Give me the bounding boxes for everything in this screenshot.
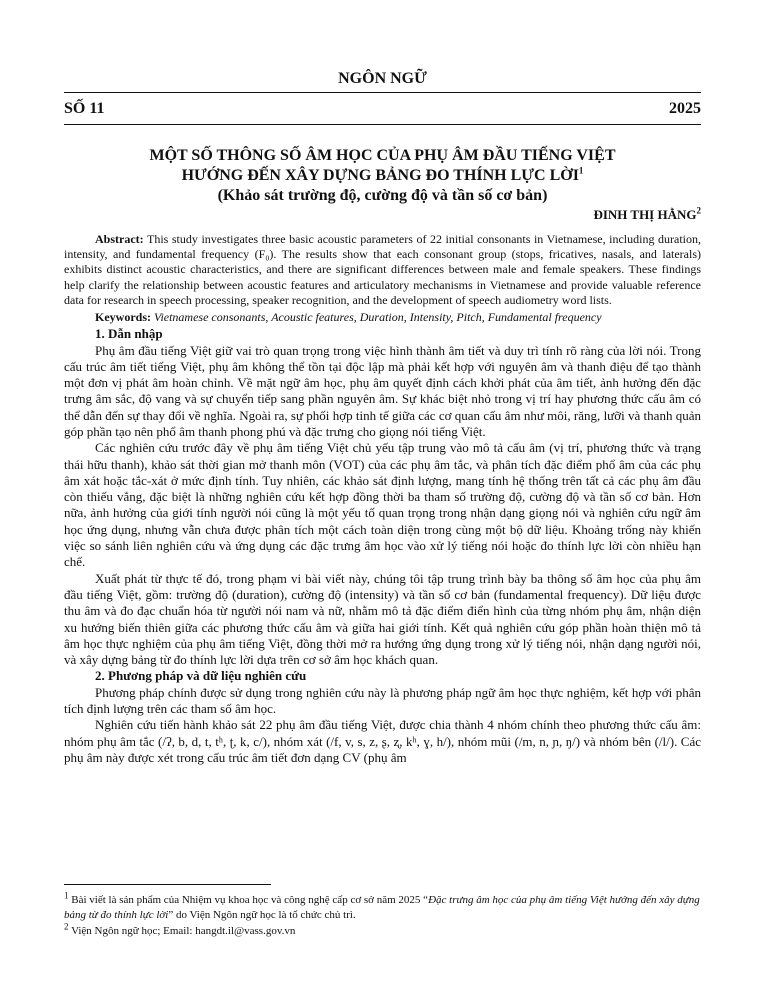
- footnotes: [64, 890, 701, 940]
- keywords-label: Keywords:: [95, 310, 151, 325]
- paper-body: [64, 232, 701, 766]
- issue-year: 2025: [669, 100, 701, 117]
- header-bottom-rule: [64, 124, 701, 125]
- author-footnote-mark: 2: [696, 205, 701, 216]
- section-1-paragraph: Phụ âm đầu tiếng Việt giữ vai trò quan trọng trong việc hình thành âm tiết và duy trì tính rõ ràng của lời nói. Trong cấu trúc âm tiết tiếng Việt, phụ âm không thể tồn tại độc lập mà phải kết hợp với nguyên âm và thanh điệu để tạo thành một đơn vị phát âm hoàn chỉnh. Về mặt ngữ âm học, phụ âm quyết định cách khởi phát của âm tiết, ảnh hưởng đến đặc trưng âm sắc, độ vang và sự chuyển tiếp sang phần nguyên âm. Sự khác biệt nhỏ trong vị trí hay phương thức cấu âm có thể dẫn đến sự thay đổi về nghĩa. Ngoài ra, sự phối hợp tinh tế giữa các cơ quan cấu âm như môi, răng, lưỡi và thanh quản góp phần tạo nên phổ âm thanh phong phú và đặc trưng cho giọng nói tiếng Việt.: [64, 342, 701, 439]
- footnote-1: $^1$ Bài viết là sản phẩm của Nhiệm vụ khoa học và công nghệ cấp cơ sở năm 2025 “Đặc trưng âm học của phụ âm tiếng Việt hướng đến xây dựng bảng từ đo thính lực lời” do Viện Ngôn ngữ học là tổ chức chủ trì.: [64, 890, 700, 921]
- title-line-3: (Khảo sát trường độ, cường độ và tần số cơ bản): [217, 187, 548, 204]
- footnote-2: $^2$ Viện Ngôn ngữ học; Email: hangdt.il@vass.gov.vn: [64, 921, 296, 937]
- title-line-1: MỘT SỐ THÔNG SỐ ÂM HỌC CỦA PHỤ ÂM ĐẦU TIẾNG VIỆT: [149, 147, 616, 164]
- paper-title: [64, 146, 701, 206]
- footnote-rule: [64, 884, 271, 885]
- section-2-heading: 2. Phương pháp và dữ liệu nghiên cứu: [95, 668, 307, 684]
- journal-name: NGÔN NGỮ: [338, 70, 427, 87]
- issue-number: SỐ 11: [64, 100, 105, 117]
- abstract-label: Abstract:: [95, 232, 144, 246]
- title-line-2: HƯỚNG ĐẾN XÂY DỰNG BẢNG ĐO THÍNH LỰC LỜI$^1$: [181, 165, 584, 184]
- keywords-text: Vietnamese consonants, Acoustic features, Duration, Intensity, Pitch, Fundamental frequency: [154, 310, 602, 325]
- section-1-paragraph: Xuất phát từ thực tế đó, trong phạm vi bài viết này, chúng tôi tập trung trình bày ba thông số âm học của phụ âm đầu tiếng Việt, gồm: trường độ (duration), cường độ (intensity) và tần số cơ bản (fundamental frequency). Dữ liệu được thu âm và đo đạc chuẩn hóa từ người nói nam và nữ, nhằm mô tả đặc điểm điển hình của từng nhóm phụ âm, nhận diện xu hướng biến thiên giữa các phương thức cấu âm và giữa hai giới tính. Kết quả nghiên cứu góp phần hoàn thiện mô tả âm học thực nghiệm của phụ âm tiếng Việt, đồng thời mở ra hướng ứng dụng trong xử lý tiếng nói, nhận dạng người nói, và xây dựng bảng từ đo thính lực lời dựa trên cơ sở âm học khách quan.: [64, 570, 701, 668]
- keywords: [64, 310, 701, 325]
- header-top-rule: [64, 92, 701, 93]
- author-name: ĐINH THỊ HẰNG$^2$: [593, 205, 701, 222]
- abstract: [64, 232, 701, 308]
- section-2-paragraph: Nghiên cứu tiến hành khảo sát 22 phụ âm đầu tiếng Việt, được chia thành 4 nhóm chính theo phương thức cấu âm: nhóm phụ âm tắc (/ʔ, b, d, t, tʰ, ʈ, k, c/), nhóm xát (/f, v, s, z, ʂ, ʐ, kʰ, ɣ, h/), nhóm mũi (/m, n, ɲ, ŋ/) và nhóm bên (/l/). Các phụ âm này được xét trong cấu trúc âm tiết đơn dạng CV (phụ âm: [64, 717, 701, 765]
- section-1-heading: 1. Dẫn nhập: [95, 326, 163, 342]
- title-footnote-mark: 1: [578, 165, 584, 176]
- section-1-paragraph: Các nghiên cứu trước đây về phụ âm tiếng Việt chủ yếu tập trung vào mô tả cấu âm (vị trí, phương thức và trạng thái hữu thanh), khảo sát thời gian mở thanh môn (VOT) của các phụ âm tắc, và phân tích đặc điểm phổ âm của các phụ âm xát hoặc tắc-xát ở mức định tính. Tuy nhiên, các khảo sát định lượng, mang tính hệ thống trên tất cả các phụ âm đầu còn thiếu vắng, đặc biệt là những nghiên cứu kết hợp đồng thời ba tham số trường độ, cường độ và tần số cơ bản. Hơn nữa, ảnh hưởng của giới tính người nói cũng là một yếu tố quan trọng trong nhận dạng giọng nói và nghiên cứu ngữ âm học ứng dụng, nhưng vẫn chưa được phân tích một cách toàn diện trong cùng một bộ dữ liệu. Khoảng trống này khiến việc so sánh liên nghiên cứu và ứng dụng các đặc trưng âm học vào xử lý tiếng nói hoặc đo thính lực lời còn nhiều hạn chế.: [64, 440, 701, 570]
- abstract-text: This study investigates three basic acoustic parameters of 22 initial consonants in Vietnamese, including duration, intensity, and fundamental frequency (F₀). The results show that each consonant group (stops, fricatives, nasals, and laterals) exhibits distinct acoustic characteristics, and there are significant differences between male and female speakers. These findings help clarify the relationship between acoustic features and articulatory mechanisms in Vietnamese and provide valuable reference data for research in speech processing, speaker recognition, and the development of speech audiometry word lists.: [64, 232, 701, 307]
- section-2-paragraph: Phương pháp chính được sử dụng trong nghiên cứu này là phương pháp ngữ âm học thực nghiệm, kết hợp với phân tích định lượng trên các tham số âm học.: [64, 684, 701, 717]
